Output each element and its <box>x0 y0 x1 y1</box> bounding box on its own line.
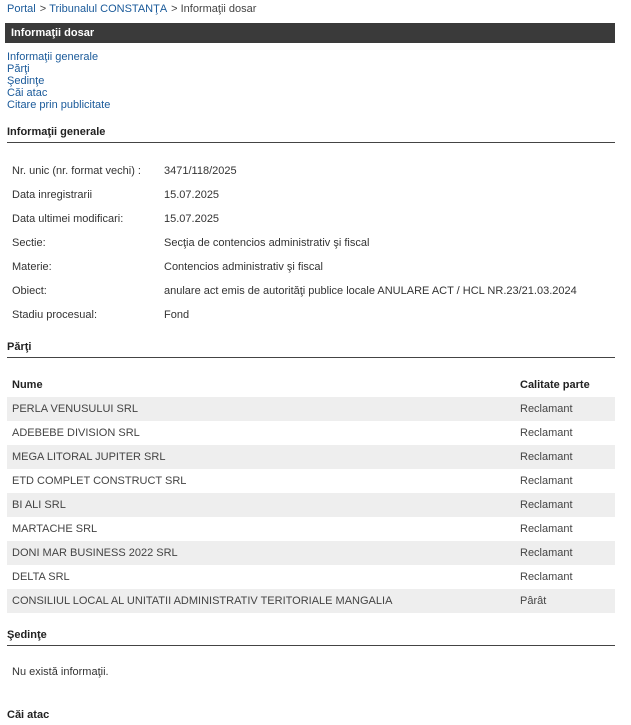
breadcrumb-separator: > <box>39 3 47 15</box>
nav-link-appeals[interactable]: Căi atac <box>7 87 48 99</box>
party-name: PERLA VENUSULUI SRL <box>7 397 516 421</box>
party-name: MARTACHE SRL <box>12 523 98 535</box>
party-role: Reclamant <box>520 523 573 535</box>
section-title-general-info: Informaţii generale <box>7 126 615 143</box>
info-value: 3471/118/2025 <box>164 165 237 177</box>
table-row <box>7 589 615 613</box>
nav-link-general-info[interactable]: Informaţii generale <box>7 51 99 63</box>
info-row <box>12 231 577 255</box>
column-header-name: Nume <box>12 379 43 391</box>
party-name: MEGA LITORAL JUPITER SRL <box>7 445 516 469</box>
info-row <box>12 183 577 207</box>
party-name: DELTA SRL <box>12 571 70 583</box>
column-header-role: Calitate parte <box>520 379 590 391</box>
info-label: Obiect: <box>12 285 47 297</box>
party-name: BI ALI SRL <box>7 493 516 517</box>
party-role: Reclamant <box>516 541 615 565</box>
nav-link-parties[interactable]: Părţi <box>7 63 30 75</box>
breadcrumb-court-link[interactable]: Tribunalul CONSTANŢA <box>49 3 168 15</box>
table-row <box>7 565 615 589</box>
page-title: Informaţii dosar <box>5 23 615 43</box>
info-label: Nr. unic (nr. format vechi) : <box>12 165 141 177</box>
breadcrumb-portal-link[interactable]: Portal <box>7 3 36 15</box>
section-title-parties: Părţi <box>7 341 615 358</box>
party-role: Reclamant <box>520 427 573 439</box>
table-row <box>7 445 615 469</box>
info-value: anulare act emis de autorităţi publice locale ANULARE ACT / HCL NR.23/21.03.2024 <box>164 285 577 297</box>
nav-link-hearings[interactable]: Şedinţe <box>7 75 45 87</box>
info-label: Data inregistrarii <box>12 189 93 201</box>
party-role: Pârât <box>516 589 615 613</box>
section-title-appeals: Căi atac <box>7 709 50 721</box>
table-header-row <box>7 373 615 397</box>
info-label: Data ultimei modificari: <box>12 213 124 225</box>
party-role: Reclamant <box>516 493 615 517</box>
info-row <box>12 159 577 183</box>
table-row <box>7 517 615 541</box>
breadcrumb-current: Informaţii dosar <box>180 3 257 15</box>
info-value: 15.07.2025 <box>164 213 220 225</box>
info-row <box>12 279 577 303</box>
party-role: Reclamant <box>516 445 615 469</box>
table-row <box>7 397 615 421</box>
info-value: Contencios administrativ şi fiscal <box>164 261 323 273</box>
section-nav <box>7 51 110 111</box>
party-role: Reclamant <box>520 475 573 487</box>
info-label: Sectie: <box>12 237 46 249</box>
info-value: 15.07.2025 <box>164 189 220 201</box>
general-info-table <box>12 159 577 327</box>
info-value: Fond <box>164 309 190 321</box>
party-role: Reclamant <box>520 571 573 583</box>
section-title-hearings: Şedinţe <box>7 629 615 646</box>
info-label: Materie: <box>12 261 52 273</box>
breadcrumb-separator: > <box>171 3 178 15</box>
nav-link-public-summons[interactable]: Citare prin publicitate <box>7 99 111 111</box>
info-row <box>12 303 577 327</box>
breadcrumb <box>7 3 256 15</box>
party-role: Reclamant <box>516 397 615 421</box>
party-name: DONI MAR BUSINESS 2022 SRL <box>7 541 516 565</box>
hearings-empty-message: Nu există informaţii. <box>12 666 109 678</box>
party-name: ETD COMPLET CONSTRUCT SRL <box>12 475 187 487</box>
info-value: Secţia de contencios administrativ şi fiscal <box>164 237 370 249</box>
info-row <box>12 255 577 279</box>
info-label: Stadiu procesual: <box>12 309 97 321</box>
table-row <box>7 469 615 493</box>
table-row <box>7 541 615 565</box>
table-row <box>7 493 615 517</box>
party-name: ADEBEBE DIVISION SRL <box>12 427 140 439</box>
party-name: CONSILIUL LOCAL AL UNITATII ADMINISTRATIV TERITORIALE MANGALIA <box>7 589 516 613</box>
parties-table <box>7 373 615 613</box>
table-row <box>7 421 615 445</box>
info-row <box>12 207 577 231</box>
